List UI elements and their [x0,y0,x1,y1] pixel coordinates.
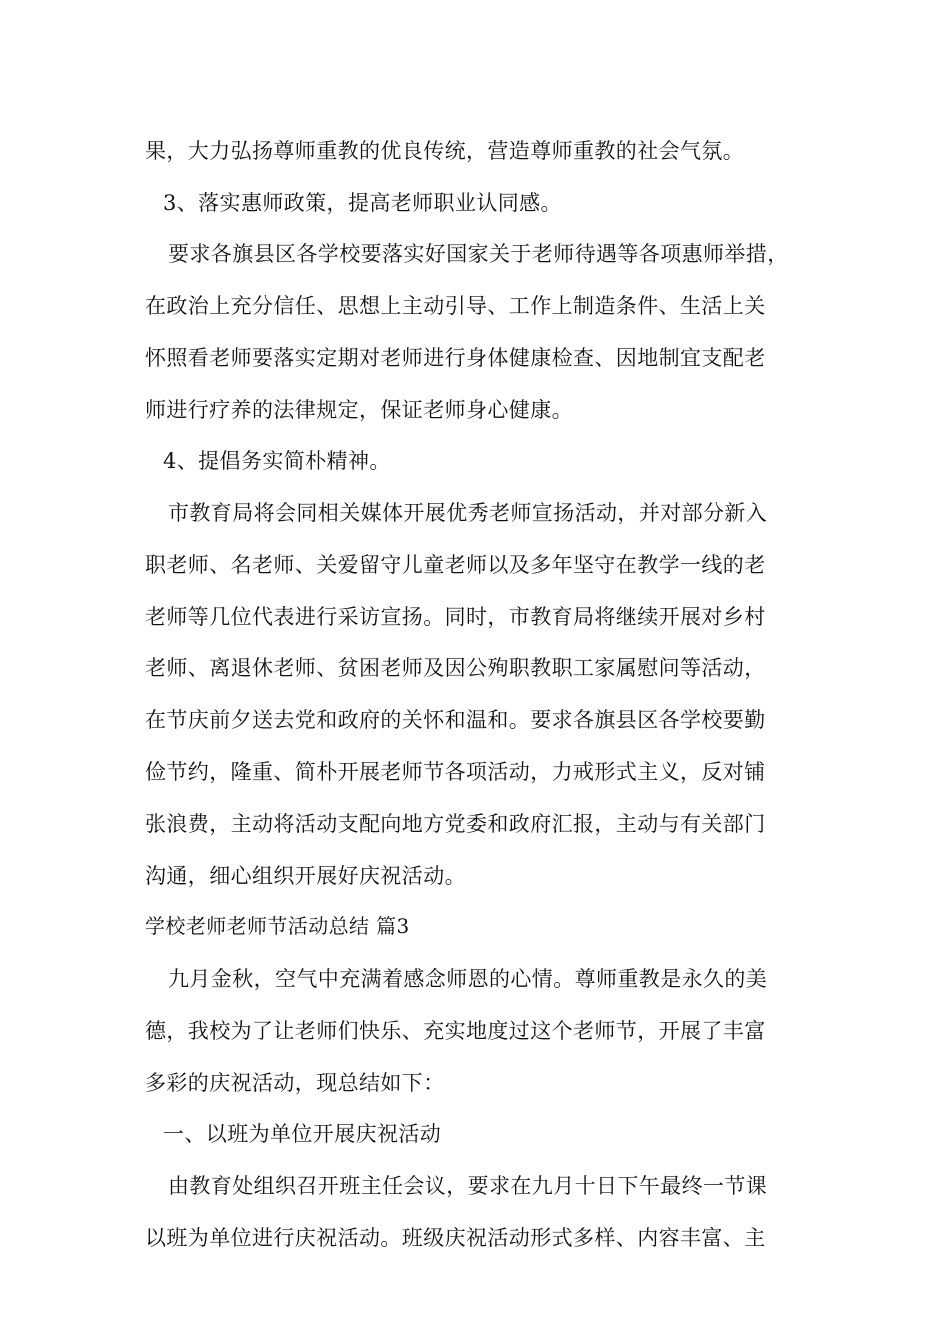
text-line: 要求各旗县区各学校要落实好国家关于老师待遇等各项惠师举措， [168,242,789,266]
text-line: 沟通，细心组织开展好庆祝活动。 [145,864,466,888]
text-line: 师进行疗养的法律规定，保证老师身心健康。 [145,398,573,422]
section-heading: 3、落实惠师政策，提高老师职业认同感。 [163,191,562,215]
text-line: 老师、离退休老师、贫困老师及因公殉职教职工家属慰问等活动， [145,656,766,680]
text-line: 多彩的庆祝活动，现总结如下： [145,1071,445,1095]
text-line: 在政治上充分信任、思想上主动引导、工作上制造条件、生活上关 [145,294,766,318]
text-line: 果，大力弘扬尊师重教的优良传统，营造尊师重教的社会气氛。 [145,139,745,163]
text-line: 张浪费，主动将活动支配向地方党委和政府汇报，主动与有关部门 [145,812,766,836]
text-line: 职老师、名老师、关爱留守儿童老师以及多年坚守在教学一线的老 [145,553,766,577]
text-line: 德，我校为了让老师们快乐、充实地度过这个老师节，开展了丰富 [145,1019,766,1043]
text-line: 以班为单位进行庆祝活动。班级庆祝活动形式多样、内容丰富、主 [145,1226,766,1250]
section-heading: 4、提倡务实简朴精神。 [163,449,391,473]
text-line: 九月金秋，空气中充满着感念师恩的心情。尊师重教是永久的美 [168,967,768,991]
text-line: 在节庆前夕送去党和政府的关怀和温和。要求各旗县区各学校要勤 [145,708,766,732]
text-line: 老师等几位代表进行采访宣扬。同时，市教育局将继续开展对乡村 [145,605,766,629]
text-line: 俭节约，隆重、简朴开展老师节各项活动，力戒形式主义，反对铺 [145,760,766,784]
section-heading: 一、以班为单位开展庆祝活动 [163,1122,442,1146]
text-line: 怀照看老师要落实定期对老师进行身体健康检查、因地制宜支配老 [145,346,766,370]
text-line: 市教育局将会同相关媒体开展优秀老师宣扬活动，并对部分新入 [168,501,768,525]
article-title: 学校老师老师节活动总结 篇3 [145,914,410,938]
text-line: 由教育处组织召开班主任会议，要求在九月十日下午最终一节课 [168,1174,768,1198]
